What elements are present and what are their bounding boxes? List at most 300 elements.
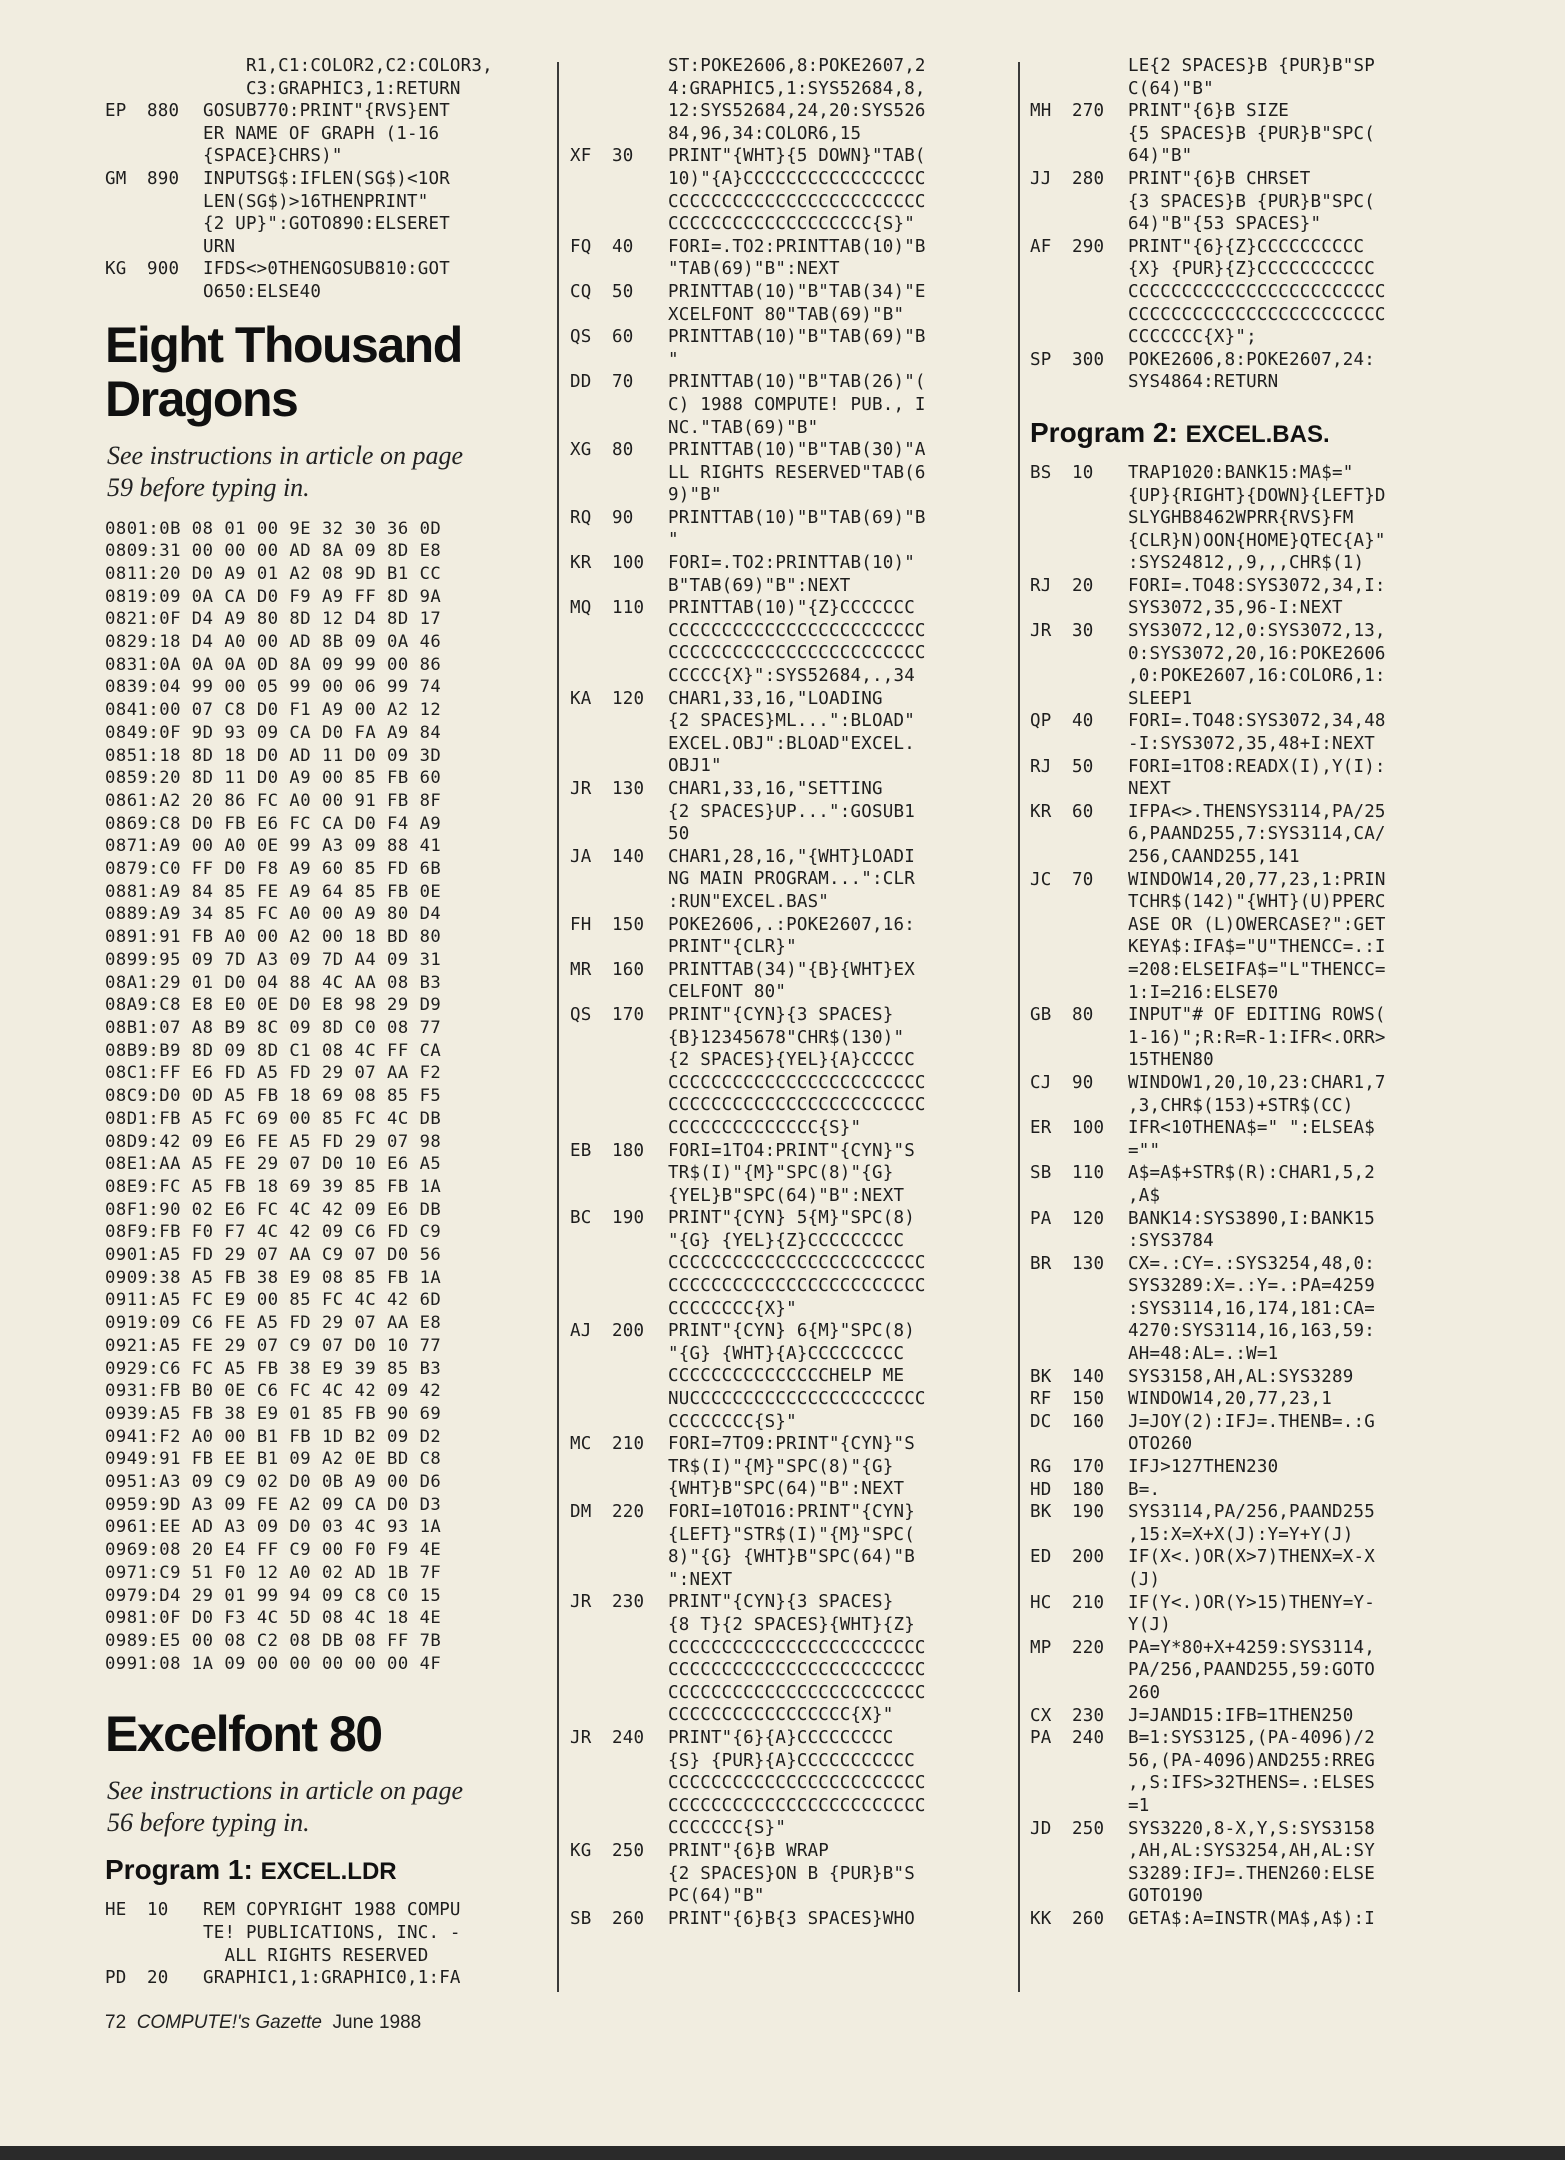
line-number [612,1659,668,1682]
checksum [1030,1569,1072,1592]
checksum: ED [1030,1547,1052,1568]
line-number: 200 [1072,1547,1105,1568]
line-number [147,55,203,78]
code-line [1030,281,1482,304]
code-text: J=JOY(2):IFJ=.THENB=.:G [1128,1411,1375,1432]
checksum [570,665,612,688]
checksum [1030,846,1072,869]
line-number [1072,823,1128,846]
code-line [105,1922,550,1945]
code-text: 15THEN80 [1128,1050,1214,1071]
code-text: C) 1988 COMPUTE! PUB., I [668,394,926,415]
code-line [1030,304,1482,327]
code-line [570,371,1010,394]
checksum: SB [1030,1163,1052,1184]
code-line [1030,326,1482,349]
code-text: PRINT"{WHT}{5 DOWN}"TAB( [668,146,926,167]
line-number [612,1795,668,1818]
checksum: CX [1030,1705,1052,1726]
code-line [570,1343,1010,1366]
line-number: 260 [1072,1908,1105,1929]
checksum [1030,258,1072,281]
code-line [1030,1072,1482,1095]
checksum: KA [570,688,592,709]
line-number [1072,552,1128,575]
code-text: EXCEL.OBJ":BLOAD"EXCEL. [668,733,915,754]
code-line [570,642,1010,665]
line-number [147,123,203,146]
code-text: {2 UP}":GOTO890:ELSERET [203,214,450,235]
code-text: 4:GRAPHIC5,1:SYS52684,8, [668,78,926,99]
checksum: EP [105,101,127,122]
code-text: {UP}{RIGHT}{DOWN}{LEFT}D [1128,485,1386,506]
code-line [570,1750,1010,1773]
hex-line: 0841:00 07 C8 D0 F1 A9 00 A2 12 [105,700,442,721]
checksum [570,213,612,236]
code-line [1030,959,1482,982]
line-number [612,801,668,824]
code-text: O650:ELSE40 [203,281,322,302]
code-text: REM COPYRIGHT 1988 COMPU [203,1900,461,1921]
code-line [1030,1433,1482,1456]
checksum: QP [1030,711,1052,732]
code-text: TCHR$(142)"{WHT}(U)PPERC [1128,892,1386,913]
hex-line: 0879:C0 FF D0 F8 A9 60 85 FD 6B [105,859,442,880]
checksum [570,868,612,891]
code-text: CCCCCCCCCCCCCCCCCCCCCCCC [668,191,926,212]
checksum: BK [1030,1366,1052,1387]
checksum: GM [105,168,127,189]
hex-line: 0971:C9 51 F0 12 A0 02 AD 1B 7F [105,1562,442,1583]
page-bottom-edge [0,2146,1565,2160]
line-number: 50 [1072,756,1094,777]
code-line [105,236,550,259]
line-number [612,55,668,78]
code-text: IF(X<.)OR(X>7)THENX=X-X [1128,1547,1375,1568]
line-number: 20 [1072,575,1094,596]
line-number: 130 [612,779,645,799]
checksum [1030,1185,1072,1208]
code-line [1030,936,1482,959]
code-line [570,1252,1010,1275]
checksum: PA [1030,1208,1052,1229]
code-text: AH=48:AL=.:W=1 [1128,1344,1279,1365]
intro-line: See instructions in article on page [107,1776,464,1806]
line-number [612,733,668,756]
hex-dump [105,518,550,1676]
hex-line: 0811:20 D0 A9 01 A2 08 9D B1 CC [105,563,442,584]
code-text: NUCCCCCCCCCCCCCCCCCCCCCC [668,1389,926,1410]
checksum [570,1772,612,1795]
code-line [1030,507,1482,530]
checksum [570,1230,612,1253]
code-line [1030,1863,1482,1886]
checksum: RJ [1030,756,1052,777]
code-text: -I:SYS3072,35,48+I:NEXT [1128,734,1375,755]
checksum: HD [1030,1479,1052,1500]
checksum [570,168,612,191]
line-number: 170 [612,1004,645,1025]
line-number [612,191,668,214]
checksum [1030,78,1072,101]
code-line [1030,575,1482,598]
code-line [570,281,1010,304]
code-line [1030,1818,1482,1841]
line-number [1072,326,1128,349]
code-line [570,823,1010,846]
checksum: XF [570,146,592,167]
code-text: POKE2606,8:POKE2607,24: [1128,349,1375,370]
code-text: ,AH,AL:SYS3254,AH,AL:SY [1128,1841,1375,1862]
code-line [105,78,550,101]
code-line [570,1365,1010,1388]
code-line [570,801,1010,824]
code-text: ,A$ [1128,1185,1161,1206]
code-line [1030,1885,1482,1908]
code-line [1030,1750,1482,1773]
code-text: {S} {PUR}{A}CCCCCCCCCCC [668,1750,915,1771]
checksum [1030,1885,1072,1908]
article-title-line: Eight Thousand [105,316,462,373]
code-text: WINDOW14,20,77,23,1 [1128,1389,1332,1410]
line-number [1072,891,1128,914]
checksum [570,55,612,78]
code-line [570,778,1010,801]
code-text: " [668,530,679,551]
code-text: J=JAND15:IFB=1THEN250 [1128,1705,1354,1726]
article-title [105,318,550,426]
code-line [570,1275,1010,1298]
code-line [570,1682,1010,1705]
line-number [612,213,668,236]
line-number: 120 [1072,1208,1105,1229]
checksum [570,620,612,643]
line-number [612,1185,668,1208]
line-number: 40 [1072,711,1094,732]
line-number [1072,1772,1128,1795]
code-line [570,1863,1010,1886]
checksum: FQ [570,236,592,257]
checksum: MH [1030,101,1052,122]
checksum: MQ [570,598,592,619]
line-number: 890 [147,168,180,189]
code-text: NG MAIN PROGRAM...":CLR [668,869,915,890]
line-number [612,1569,668,1592]
code-text: IFDS<>0THENGOSUB810:GOT [203,259,450,280]
checksum [570,936,612,959]
checksum [570,733,612,756]
code-line [570,1885,1010,1908]
hex-line: 08B9:B9 8D 09 8D C1 08 4C FF CA [105,1040,442,1061]
code-line [570,1704,1010,1727]
checksum [1030,1750,1072,1773]
checksum: AF [1030,236,1052,257]
code-line [1030,823,1482,846]
line-number [1072,778,1128,801]
code-line [570,191,1010,214]
checksum [1030,213,1072,236]
checksum: JA [570,846,592,867]
code-text: 260 [1128,1682,1161,1703]
checksum [570,1185,612,1208]
code-text: CCCCCCCCCCCCCCCHELP ME [668,1366,905,1387]
checksum: HC [1030,1592,1052,1613]
checksum: MR [570,959,592,980]
code-text: C(64)"B" [1128,78,1214,99]
code-line [105,100,550,123]
line-number [1072,1095,1128,1118]
code-text: 6,PAAND255,7:SYS3114,CA/ [1128,824,1386,845]
line-number: 230 [612,1592,645,1613]
code-line [570,1320,1010,1343]
code-line [570,710,1010,733]
checksum [1030,733,1072,756]
checksum: SP [1030,349,1052,370]
line-number [612,1162,668,1185]
code-line [1030,78,1482,101]
code-line [570,123,1010,146]
code-text: ER NAME OF GRAPH (1-16 [203,123,440,144]
code-line [1030,665,1482,688]
checksum: RF [1030,1389,1052,1410]
code-line [570,1908,1010,1931]
code-text: GOTO190 [1128,1886,1204,1907]
code-line [105,281,550,304]
code-text: CHAR1,33,16,"LOADING [668,688,883,709]
program-label: Program 1: [105,1854,261,1886]
code-text: {2 SPACES}UP...":GOSUB1 [668,801,915,822]
code-text: S3289:IFJ=.THEN260:ELSE [1128,1863,1375,1884]
code-text: B=. [1128,1479,1161,1500]
code-text: URN [203,236,236,257]
column-3 [1030,55,1482,1931]
line-number [612,1614,668,1637]
code-text: CCCCCCCCCCCCCCCCCCCCCCCC [668,1253,926,1274]
hex-line: 0981:0F D0 F3 4C 5D 08 4C 18 4E [105,1608,442,1629]
line-number [612,78,668,101]
hex-line: 08E9:FC A5 FB 18 69 39 85 FB 1A [105,1176,442,1197]
line-number: 70 [1072,869,1094,890]
line-number [612,1388,668,1411]
code-line [570,168,1010,191]
intro-line: 56 before typing in. [107,1808,310,1838]
checksum: PD [105,1968,127,1989]
line-number [612,710,668,733]
code-line [570,507,1010,530]
checksum: EB [570,1140,592,1161]
line-number [612,1682,668,1705]
line-number [1072,1659,1128,1682]
code-line [570,1207,1010,1230]
checksum [1030,485,1072,508]
line-number [612,1230,668,1253]
checksum [105,281,147,304]
article-intro [107,1775,550,1839]
hex-line: 08D9:42 09 E6 FE A5 FD 29 07 98 [105,1131,442,1152]
line-number: 250 [1072,1818,1105,1839]
hex-line: 0831:0A 0A 0A 0D 8A 09 99 00 86 [105,654,442,675]
checksum [1030,1320,1072,1343]
checksum [1030,326,1072,349]
code-line [1030,1027,1482,1050]
code-text: SYS3220,8-X,Y,S:SYS3158 [1128,1818,1375,1839]
code-line [570,868,1010,891]
hex-line: 0989:E5 00 08 C2 08 DB 08 FF 7B [105,1630,442,1651]
code-text: 64)"B"{53 SPACES}" [1128,214,1322,235]
line-number [1072,1298,1128,1321]
column-divider [557,62,559,1992]
hex-line: 0949:91 FB EE B1 09 A2 0E BD C8 [105,1449,442,1470]
code-text: CCCCCCCCCCCCCCCCCCC{S}" [668,214,915,235]
code-text: FORI=7TO9:PRINT"{CYN}"S [668,1434,915,1455]
line-number: 80 [612,440,634,461]
checksum [570,1885,612,1908]
code-line [570,1162,1010,1185]
line-number: 880 [147,101,180,122]
code-line [1030,145,1482,168]
code-text: PRINT"{6}B SIZE [1128,101,1290,122]
intro-line: 59 before typing in. [107,472,310,502]
checksum [105,123,147,146]
code-text: TRAP1020:BANK15:MA$=" [1128,462,1354,483]
code-text: XCELFONT 80"TAB(69)"B" [668,304,905,325]
hex-line: 08A1:29 01 D0 04 88 4C AA 08 B3 [105,972,442,993]
code-text: ASE OR (L)OWERCASE?":GET [1128,914,1386,935]
hex-line: 0859:20 8D 11 D0 A9 00 85 FB 60 [105,768,442,789]
code-text: NC."TAB(69)"B" [668,417,819,438]
checksum [1030,1614,1072,1637]
code-text: PRINT"{CLR}" [668,937,797,958]
line-number [1072,914,1128,937]
code-text: IFR<10THENA$=" ":ELSEA$ [1128,1118,1375,1139]
code-line [570,326,1010,349]
code-text: FORI=.TO2:PRINTTAB(10)" [668,553,915,574]
code-line [1030,1366,1482,1389]
code-text: 12:SYS52684,24,20:SYS526 [668,101,926,122]
code-line [570,597,1010,620]
line-number [1072,1885,1128,1908]
line-number [612,1478,668,1501]
line-number: 150 [1072,1389,1105,1410]
checksum: BC [570,1208,592,1229]
checksum [570,1365,612,1388]
code-text: "TAB(69)"B":NEXT [668,259,840,280]
code-text: 1:I=216:ELSE70 [1128,982,1279,1003]
checksum [570,1049,612,1072]
code-line [570,1004,1010,1027]
line-number: 230 [1072,1705,1105,1726]
line-number [1072,688,1128,711]
line-number [147,78,203,101]
hex-line: 0929:C6 FC A5 FB 38 E9 39 85 B3 [105,1358,442,1379]
code-text: 8)"{G} {WHT}B"SPC(64)"B [668,1547,915,1568]
checksum [570,1817,612,1840]
code-line [570,78,1010,101]
code-text: CCCCC{X}":SYS52684,.,34 [668,666,915,687]
code-text: (J) [1128,1570,1161,1590]
checksum [570,1795,612,1818]
hex-line: 0919:09 C6 FE A5 FD 29 07 AA E8 [105,1313,442,1334]
code-text: PRINT"{6}{A}CCCCCCCCC [668,1727,894,1748]
checksum [570,1252,612,1275]
line-number: 100 [612,553,645,574]
checksum: BS [1030,462,1052,483]
checksum [1030,1230,1072,1253]
checksum [570,1072,612,1095]
line-number: 180 [1072,1479,1105,1500]
code-text: WINDOW1,20,10,23:CHAR1,7 [1128,1072,1386,1093]
line-number [1072,78,1128,101]
code-line [1030,1004,1482,1027]
code-line [570,439,1010,462]
line-number: 250 [612,1840,645,1861]
code-line [570,1501,1010,1524]
code-line [570,914,1010,937]
line-number [1072,1027,1128,1050]
line-number: 180 [612,1140,645,1161]
code-line [570,1230,1010,1253]
listing-block [105,1899,550,1989]
code-text: FORI=1TO4:PRINT"{CYN}"S [668,1140,915,1161]
hex-line: 0829:18 D4 A0 00 AD 8B 09 0A 46 [105,632,442,653]
checksum [1030,55,1072,78]
code-line [570,213,1010,236]
code-text: {CLR}N)OON{HOME}QTEC{A}" [1128,530,1386,551]
checksum: JD [1030,1818,1052,1839]
program-heading [105,1853,550,1889]
line-number: 140 [612,846,645,867]
article-title-line: Dragons [105,370,298,427]
line-number [612,575,668,598]
line-number [612,620,668,643]
hex-line: 0961:EE AD A3 09 D0 03 4C 93 1A [105,1517,442,1538]
code-text: NEXT [1128,779,1171,800]
line-number: 10 [1072,462,1094,483]
hex-line: 0959:9D A3 09 FE A2 09 CA D0 D3 [105,1494,442,1515]
code-text: SLEEP1 [1128,688,1193,709]
line-number: 190 [1072,1502,1105,1523]
code-text: B"TAB(69)"B":NEXT [668,575,851,596]
code-line [570,688,1010,711]
code-text: WINDOW14,20,77,23,1:PRIN [1128,869,1386,890]
code-text: A$=A$+STR$(R):CHAR1,5,2 [1128,1163,1375,1184]
code-line [1030,982,1482,1005]
checksum [570,1162,612,1185]
line-number: 60 [612,327,634,348]
checksum [570,1298,612,1321]
hex-line: 0979:D4 29 01 99 94 09 C8 C0 15 [105,1585,442,1606]
code-line [1030,236,1482,259]
line-number: 260 [612,1908,645,1929]
line-number: 90 [612,507,634,528]
code-text: PRINTTAB(10)"B"TAB(34)"E [668,281,926,302]
line-number: 200 [612,1321,645,1342]
code-text: TE! PUBLICATIONS, INC. - [203,1922,461,1943]
code-text: FORI=1TO8:READX(I),Y(I): [1128,756,1386,777]
checksum [105,213,147,236]
code-line [570,981,1010,1004]
code-text: :RUN"EXCEL.BAS" [668,891,830,912]
code-text: IFJ>127THEN230 [1128,1457,1279,1478]
line-number [612,1094,668,1117]
code-text: TR$(I)"{M}"SPC(8)"{G} [668,1163,894,1184]
code-text: 56,(PA-4096)AND255:RREG [1128,1750,1375,1771]
code-line [1030,1388,1482,1411]
hex-line: 08E1:AA A5 FE 29 07 D0 10 E6 A5 [105,1154,442,1175]
checksum [1030,123,1072,146]
code-text: PRINTTAB(10)"B"TAB(30)"A [668,440,926,461]
code-line [1030,1524,1482,1547]
